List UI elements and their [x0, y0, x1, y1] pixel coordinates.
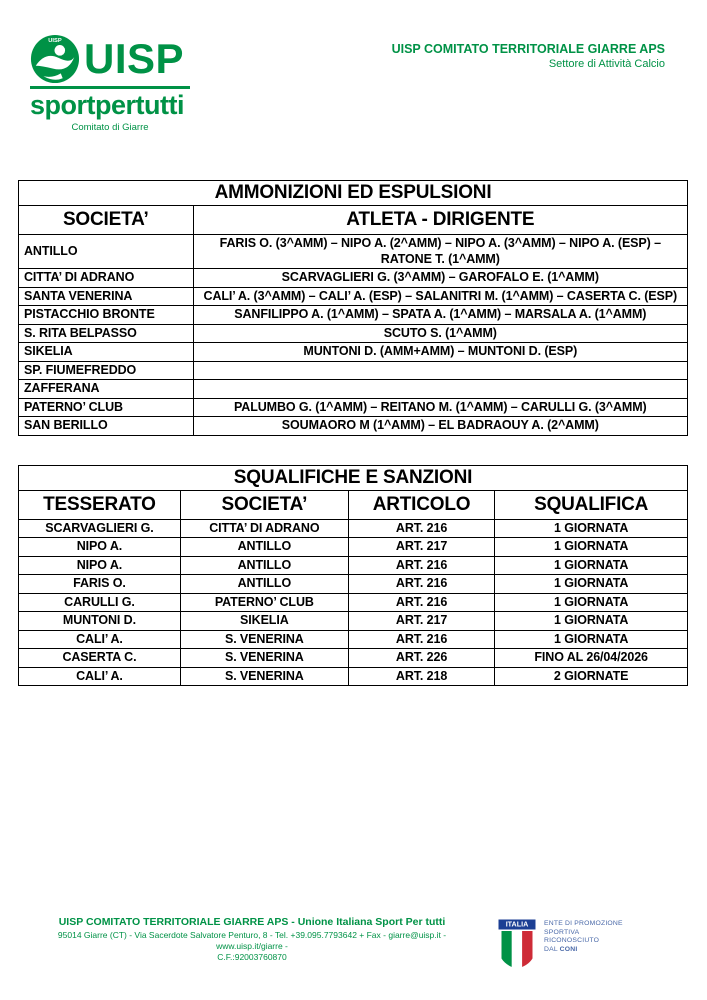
atleta-dirigente-cell: SCARVAGLIERI G. (3^AMM) – GAROFALO E. (1^AMM)	[193, 269, 687, 288]
tesserato-cell: CALI’ A.	[19, 630, 181, 649]
table-row	[19, 667, 688, 686]
ammonizioni-table-body	[19, 235, 688, 436]
societa-cell: ZAFFERANA	[19, 380, 194, 399]
org-header	[392, 42, 665, 70]
uisp-logo	[30, 34, 190, 133]
coni-text-line: ENTE DI PROMOZIONE	[544, 920, 623, 927]
table-row	[19, 306, 688, 325]
societa-cell: SIKELIA	[19, 343, 194, 362]
italia-shield-icon	[497, 918, 537, 970]
atleta-dirigente-cell	[193, 361, 687, 380]
table-row	[19, 380, 688, 399]
uisp-committee-label: Comitato di Giarre	[71, 122, 149, 133]
squalifica-cell: 1 GIORNATA	[495, 556, 688, 575]
table-row	[19, 538, 688, 557]
societa-cell: PISTACCHIO BRONTE	[19, 306, 194, 325]
societa-cell: S. RITA BELPASSO	[19, 324, 194, 343]
tesserato-cell: CALI’ A.	[19, 667, 181, 686]
column-header-atleta-dirigente: ATLETA - DIRIGENTE	[193, 206, 687, 235]
societa-cell: CITTA’ DI ADRANO	[180, 519, 348, 538]
org-title: UISP COMITATO TERRITORIALE GIARRE APS	[391, 42, 665, 56]
org-subtitle: Settore di Attività Calcio	[548, 58, 665, 70]
svg-text:UISP: UISP	[48, 38, 62, 45]
coni-text-line: DAL CONI	[544, 945, 578, 953]
table-row	[19, 287, 688, 306]
column-header-societa: SOCIETA’	[180, 490, 348, 519]
tesserato-cell: CARULLI G.	[19, 593, 181, 612]
tesserato-cell: MUNTONI D.	[19, 612, 181, 631]
societa-cell: SP. FIUMEFREDDO	[19, 361, 194, 380]
squalifica-cell: 1 GIORNATA	[495, 612, 688, 631]
footer-contact-block	[28, 916, 476, 963]
squalifiche-table	[18, 465, 688, 687]
atleta-dirigente-cell: SOUMAORO M (1^AMM) – EL BADRAOUY A. (2^AMM)	[193, 417, 687, 436]
atleta-dirigente-cell: SCUTO S. (1^AMM)	[193, 324, 687, 343]
tesserato-cell: SCARVAGLIERI G.	[19, 519, 181, 538]
table-row	[19, 593, 688, 612]
column-header-tesserato: TESSERATO	[19, 490, 181, 519]
coni-recognition-text	[544, 918, 623, 954]
societa-cell: PATERNO’ CLUB	[19, 398, 194, 417]
societa-cell: CITTA’ DI ADRANO	[19, 269, 194, 288]
squalifica-cell: 1 GIORNATA	[495, 630, 688, 649]
coni-badge	[497, 918, 623, 970]
ammonizioni-table	[18, 180, 688, 436]
articolo-cell: ART. 216	[348, 630, 495, 649]
societa-cell: ANTILLO	[180, 538, 348, 557]
table-row	[19, 612, 688, 631]
table-row	[19, 235, 688, 269]
uisp-brand-text: UISP	[84, 35, 185, 82]
uisp-logo-top	[30, 34, 190, 84]
articolo-cell: ART. 217	[348, 612, 495, 631]
atleta-dirigente-cell: MUNTONI D. (AMM+AMM) – MUNTONI D. (ESP)	[193, 343, 687, 362]
societa-cell: ANTILLO	[180, 575, 348, 594]
table-row	[19, 343, 688, 362]
italia-shield-label: ITALIA	[505, 919, 529, 929]
uisp-globe-icon	[30, 34, 80, 84]
table-row	[19, 269, 688, 288]
table-row	[19, 649, 688, 668]
squalifica-cell: 1 GIORNATA	[495, 538, 688, 557]
squalifiche-table-title: SQUALIFICHE E SANZIONI	[19, 465, 688, 490]
societa-cell: SIKELIA	[180, 612, 348, 631]
societa-cell: PATERNO’ CLUB	[180, 593, 348, 612]
articolo-cell: ART. 218	[348, 667, 495, 686]
atleta-dirigente-cell: PALUMBO G. (1^AMM) – REITANO M. (1^AMM) – CARULLI G. (3^AMM)	[193, 398, 687, 417]
column-header-articolo: ARTICOLO	[348, 490, 495, 519]
tesserato-cell: NIPO A.	[19, 538, 181, 557]
footer-fiscal-code: C.F.:92003760870	[217, 952, 287, 962]
table-row	[19, 398, 688, 417]
uisp-wordmark: sportpertutti	[30, 86, 190, 121]
column-header-societa: SOCIETA’	[19, 206, 194, 235]
societa-cell: SANTA VENERINA	[19, 287, 194, 306]
articolo-cell: ART. 216	[348, 575, 495, 594]
societa-cell: ANTILLO	[19, 235, 194, 269]
articolo-cell: ART. 226	[348, 649, 495, 668]
table-row	[19, 324, 688, 343]
ammonizioni-title-row	[19, 181, 688, 206]
tesserato-cell: CASERTA C.	[19, 649, 181, 668]
squalifiche-table-body	[19, 519, 688, 686]
squalifica-cell: 1 GIORNATA	[495, 519, 688, 538]
table-row	[19, 519, 688, 538]
squalifiche-header-row	[19, 490, 688, 519]
societa-cell: S. VENERINA	[180, 649, 348, 668]
articolo-cell: ART. 217	[348, 538, 495, 557]
societa-cell: ANTILLO	[180, 556, 348, 575]
articolo-cell: ART. 216	[348, 519, 495, 538]
column-header-squalifica: SQUALIFICA	[495, 490, 688, 519]
societa-cell: SAN BERILLO	[19, 417, 194, 436]
footer-org-line: UISP COMITATO TERRITORIALE GIARRE APS - Unione Italiana Sport Per tutti	[58, 916, 446, 928]
atleta-dirigente-cell	[193, 380, 687, 399]
ammonizioni-header-row	[19, 206, 688, 235]
squalifica-cell: 1 GIORNATA	[495, 575, 688, 594]
table-row	[19, 556, 688, 575]
squalifica-cell: 1 GIORNATA	[495, 593, 688, 612]
footer-address-line: 95014 Giarre (CT) - Via Sacerdote Salvatore Penturo, 8 - Tel. +39.095.7793642 + Fax - giarre@uisp.it - www.uisp.it/giarre -	[57, 930, 447, 951]
coni-text-line: RICONOSCIUTO	[544, 937, 600, 944]
articolo-cell: ART. 216	[348, 556, 495, 575]
tesserato-cell: FARIS O.	[19, 575, 181, 594]
atleta-dirigente-cell: SANFILIPPO A. (1^AMM) – SPATA A. (1^AMM) – MARSALA A. (1^AMM)	[193, 306, 687, 325]
squalifica-cell: 2 GIORNATE	[495, 667, 688, 686]
table-row	[19, 575, 688, 594]
societa-cell: S. VENERINA	[180, 630, 348, 649]
articolo-cell: ART. 216	[348, 593, 495, 612]
tesserato-cell: NIPO A.	[19, 556, 181, 575]
societa-cell: S. VENERINA	[180, 667, 348, 686]
atleta-dirigente-cell: CALI’ A. (3^AMM) – CALI’ A. (ESP) – SALANITRI M. (1^AMM) – CASERTA C. (ESP)	[193, 287, 687, 306]
table-row	[19, 417, 688, 436]
table-row	[19, 361, 688, 380]
table-row	[19, 630, 688, 649]
ammonizioni-table-title: AMMONIZIONI ED ESPULSIONI	[19, 181, 688, 206]
squalifiche-title-row	[19, 465, 688, 490]
squalifica-cell: FINO AL 26/04/2026	[495, 649, 688, 668]
atleta-dirigente-cell: FARIS O. (3^AMM) – NIPO A. (2^AMM) – NIPO A. (3^AMM) – NIPO A. (ESP) – RATONE T. (1^AMM)	[193, 235, 687, 269]
coni-acronym: CONI	[559, 945, 578, 953]
coni-text-line: SPORTIVA	[544, 928, 580, 936]
